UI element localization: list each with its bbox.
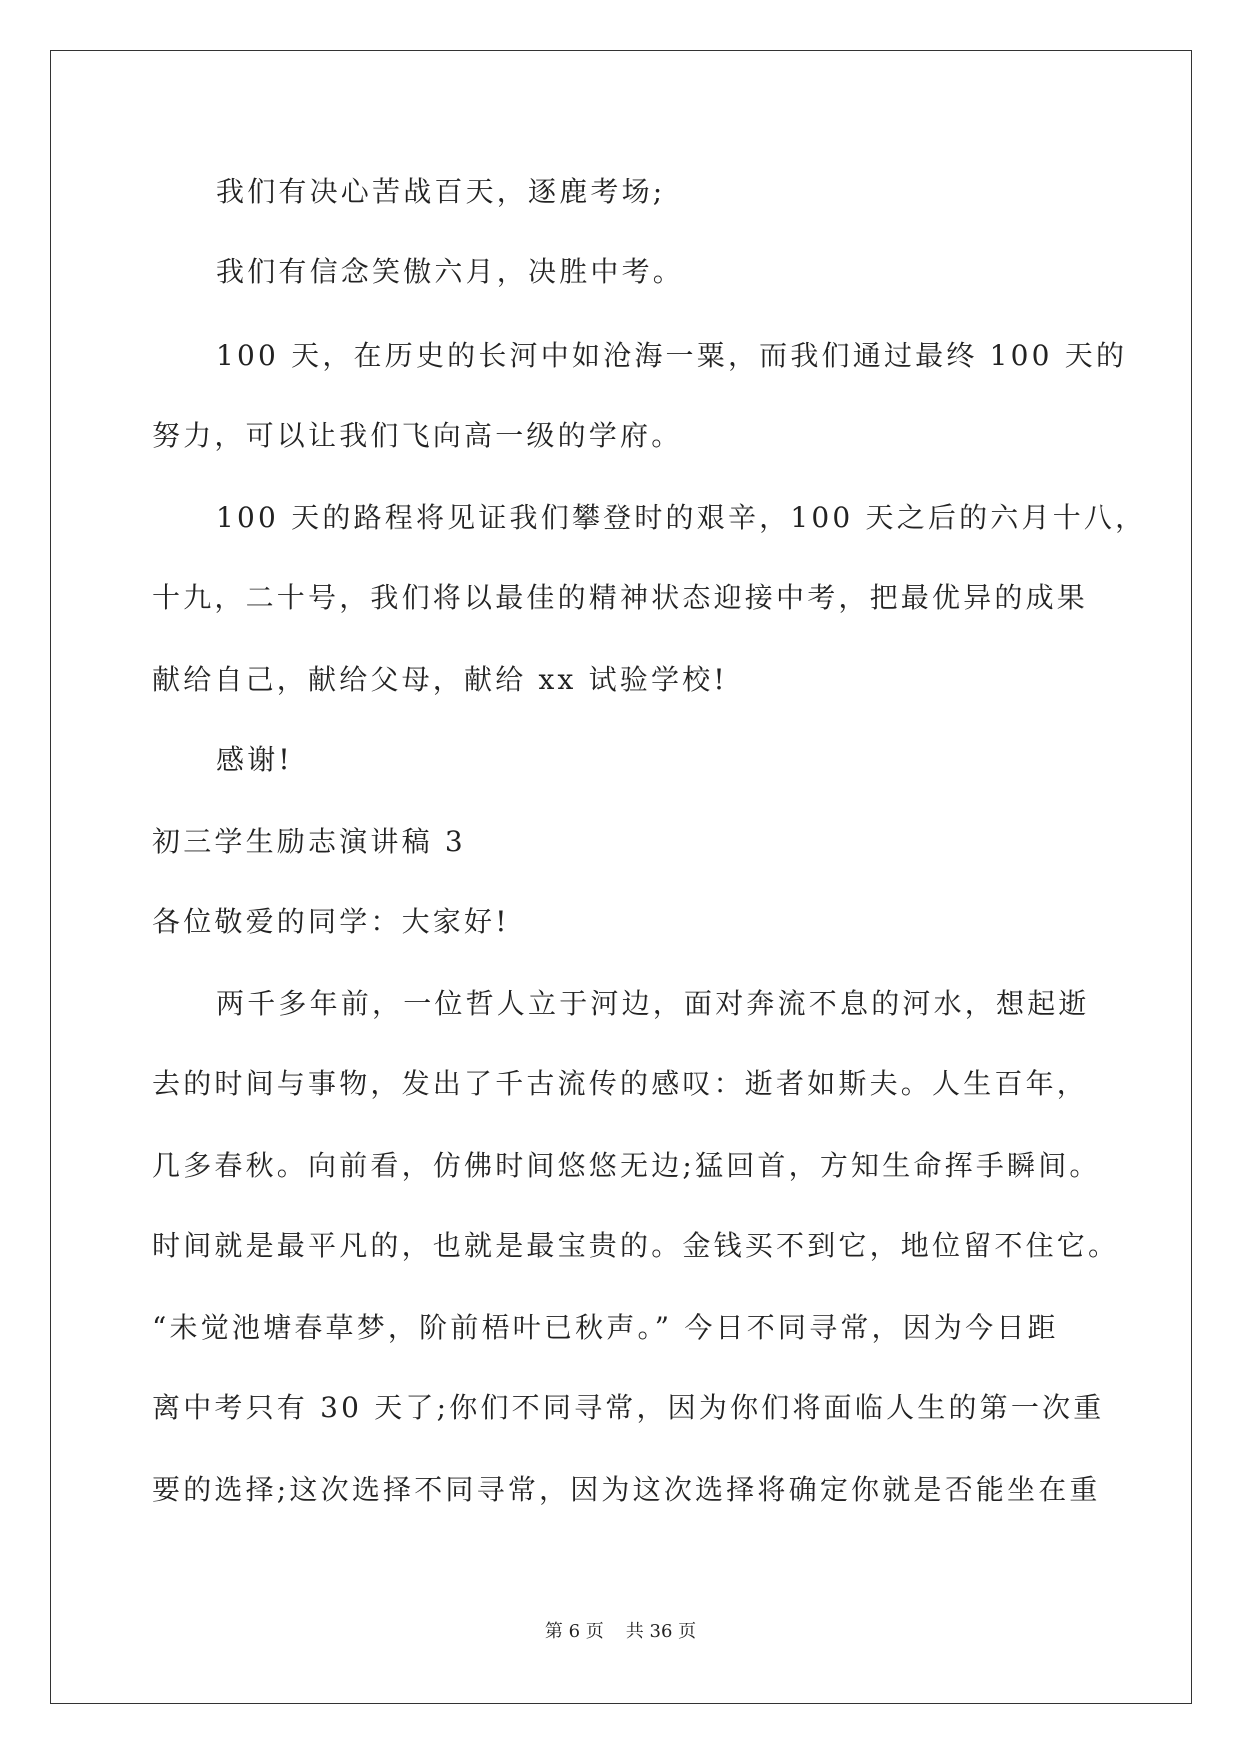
paragraph-line: 100 天的路程将见证我们攀登时的艰辛，100 天之后的六月十八， xyxy=(216,501,1147,534)
paragraph-line: 两千多年前，一位哲人立于河边，面对奔流不息的河水，想起逝 xyxy=(216,987,1090,1020)
paragraph-line: 几多春秋。向前看，仿佛时间悠悠无边;猛回首，方知生命挥手瞬间。 xyxy=(152,1149,1101,1182)
paragraph-line: 我们有决心苦战百天，逐鹿考场; xyxy=(216,175,666,208)
paragraph-line: 努力，可以让我们飞向高一级的学府。 xyxy=(152,419,683,452)
section-title: 初三学生励志演讲稿 3 xyxy=(152,825,466,858)
paragraph-line: 我们有信念笑傲六月，决胜中考。 xyxy=(216,255,685,288)
page-footer xyxy=(0,1620,1241,1644)
paragraph-line: 时间就是最平凡的，也就是最宝贵的。金钱买不到它，地位留不住它。 xyxy=(152,1229,1120,1262)
page-border xyxy=(50,50,1192,1704)
paragraph-line: 去的时间与事物，发出了千古流传的感叹：逝者如斯夫。人生百年， xyxy=(152,1067,1089,1100)
page-number: 第 6 页 xyxy=(544,1621,604,1642)
paragraph-line: 十九，二十号，我们将以最佳的精神状态迎接中考，把最优异的成果 xyxy=(152,581,1089,614)
salutation: 各位敬爱的同学：大家好! xyxy=(152,905,510,938)
total-pages: 共 36 页 xyxy=(625,1621,697,1642)
paragraph-line: “未觉池塘春草梦，阶前梧叶已秋声。” 今日不同寻常，因为今日距 xyxy=(152,1311,1059,1344)
paragraph-line: 感谢! xyxy=(216,743,293,776)
paragraph-line: 献给自己，献给父母，献给 xx 试验学校! xyxy=(152,663,728,696)
paragraph-line: 100 天，在历史的长河中如沧海一粟，而我们通过最终 100 天的 xyxy=(216,339,1128,372)
paragraph-line: 离中考只有 30 天了;你们不同寻常，因为你们将面临人生的第一次重 xyxy=(152,1391,1105,1424)
paragraph-line: 要的选择;这次选择不同寻常，因为这次选择将确定你就是否能坐在重 xyxy=(152,1473,1101,1506)
